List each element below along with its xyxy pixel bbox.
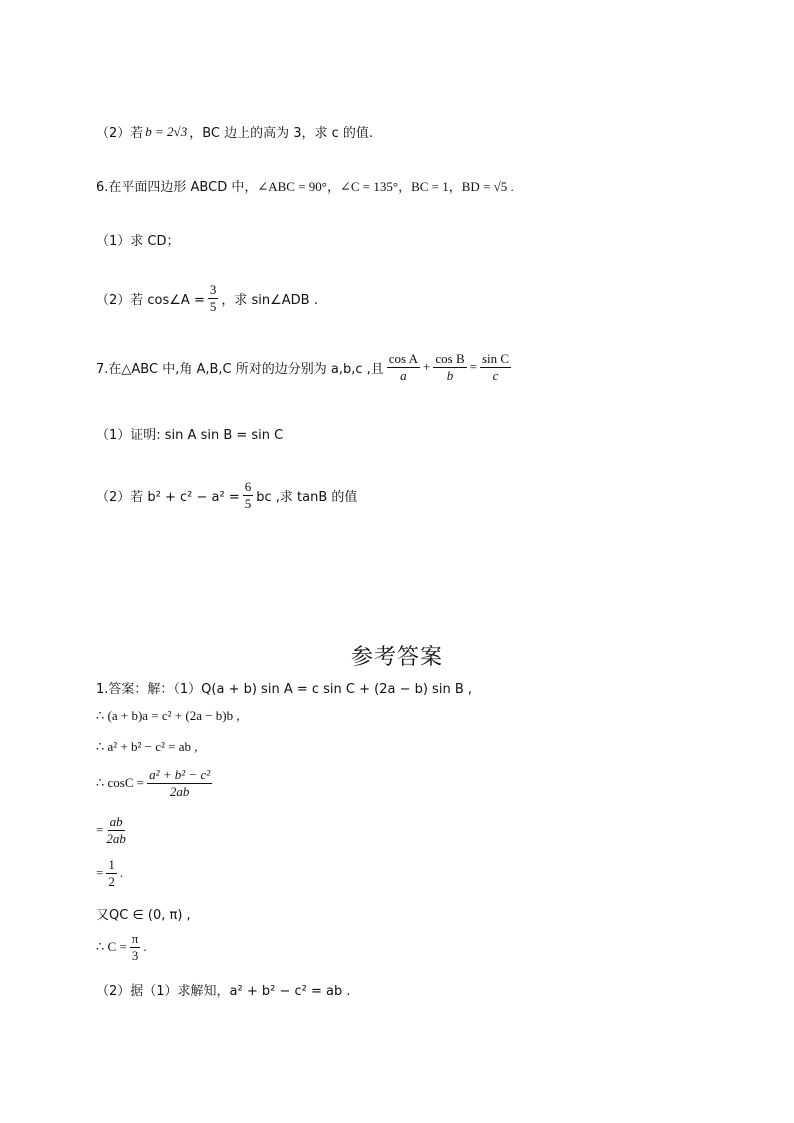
answer1-line8-prefix: ∴ C =: [96, 939, 127, 955]
answer1-line6: = $\frac{1}{2}$ .: [96, 857, 124, 889]
fraction-denominator: 5: [209, 298, 217, 314]
p7-title: 7.在△ABC 中,角 A,B,C 所对的边分别为 a,b,c ,且 $\frac{\text{cos A}}{a}$ + $\frac{\text{cos B}}{b}$ = $\frac{\text{sin C}}{c}$: [96, 351, 510, 383]
p6-part2-suffix: ，求 sin∠ADB .: [221, 292, 318, 308]
fraction-numerator: cos B: [435, 351, 465, 366]
p6-conditions: ∠ABC = 90°，∠C = 135°，BC = 1，BD = √5 .: [257, 179, 514, 194]
fraction-numerator: a² + b² − c²: [149, 767, 211, 782]
answer1-line3: [96, 739, 198, 755]
p7-fraction-3: [480, 352, 511, 382]
answer1-line5: = $\frac{ab}{2ab}$: [96, 814, 126, 846]
p6-part2-fraction: [208, 283, 219, 313]
fraction-denominator: a: [400, 367, 407, 383]
fraction-numerator: ab: [109, 814, 123, 829]
answer1-line1-text: 1.答案：解：（1）Q(a + b) sin A = c sin C + (2a − b) sin B ,: [96, 682, 472, 697]
p5-part2-text: ，BC 边上的高为 3，求 c 的值.: [189, 126, 374, 141]
p6-title: [96, 176, 514, 195]
fraction-denominator: 3: [131, 947, 139, 963]
fraction-numerator: 6: [244, 479, 252, 494]
p5-part2-prefix: （2）若: [96, 126, 144, 141]
answer1-line1: [96, 678, 472, 697]
p7-fraction-2: [433, 352, 466, 382]
fraction-denominator: 2: [108, 873, 115, 889]
p6-part2: [96, 283, 318, 313]
answer1-line2: [96, 708, 240, 724]
answer1-part2: [96, 980, 351, 999]
answer1-line8: ∴ C = $\frac{\pi}{3}$ .: [96, 931, 147, 963]
p7-part2: [96, 480, 357, 510]
answer1-line5-fraction: [106, 815, 126, 845]
fraction-denominator: b: [446, 367, 454, 383]
fraction-numerator: 1: [108, 857, 115, 872]
p5-part2: [96, 122, 373, 141]
p7-title-text: 7.在△ABC 中,角 A,B,C 所对的边分别为 a,b,c ,且: [96, 361, 384, 377]
p6-title-text: 6.在平面四边形 ABCD 中，: [96, 180, 258, 195]
answer1-line8-fraction: [130, 932, 141, 962]
answer1-line7-text: 又QC ∈ (0, π) ,: [96, 908, 191, 923]
p6-part1-text: （1）求 CD；: [96, 234, 180, 249]
p7-part1-text: （1）证明: sin A sin B = sin C: [96, 428, 284, 443]
fraction-denominator: 2ab: [169, 783, 190, 799]
answer1-line4: [96, 768, 215, 798]
answer1-line4-fraction: [147, 768, 212, 798]
answer1-line2-text: ∴ (a + b)a = c² + (2a − b)b ,: [96, 708, 240, 723]
answer1-line6-fraction: [106, 858, 117, 888]
fraction-denominator: c: [492, 367, 499, 383]
answer1-line4-prefix: ∴ cosC =: [96, 775, 145, 791]
fraction-numerator: cos A: [388, 351, 419, 366]
p7-part2-fraction: [243, 480, 254, 510]
answer1-line7: [96, 904, 191, 923]
fraction-numerator: π: [131, 931, 139, 946]
answer1-part2-text: （2）据（1）求解知，a² + b² − c² = ab .: [96, 984, 351, 999]
answer1-line3-text: ∴ a² + b² − c² = ab ,: [96, 739, 198, 754]
fraction-numerator: sin C: [481, 351, 510, 366]
p6-part1: [96, 230, 180, 249]
p7-part2-prefix: （2）若 b² + c² − a² =: [96, 489, 240, 505]
fraction-numerator: 3: [209, 282, 217, 297]
answers-heading: 参考答案: [350, 645, 443, 670]
p7-part2-suffix: bc ,求 tanB 的值: [256, 489, 358, 505]
fraction-denominator: 5: [244, 495, 252, 511]
p7-part1: [96, 424, 283, 443]
fraction-denominator: 2ab: [106, 830, 126, 846]
p7-fraction-1: [387, 352, 420, 382]
p5-part2-math: b = 2√3: [145, 123, 188, 139]
p6-part2-prefix: （2）若 cos∠A =: [96, 292, 205, 308]
